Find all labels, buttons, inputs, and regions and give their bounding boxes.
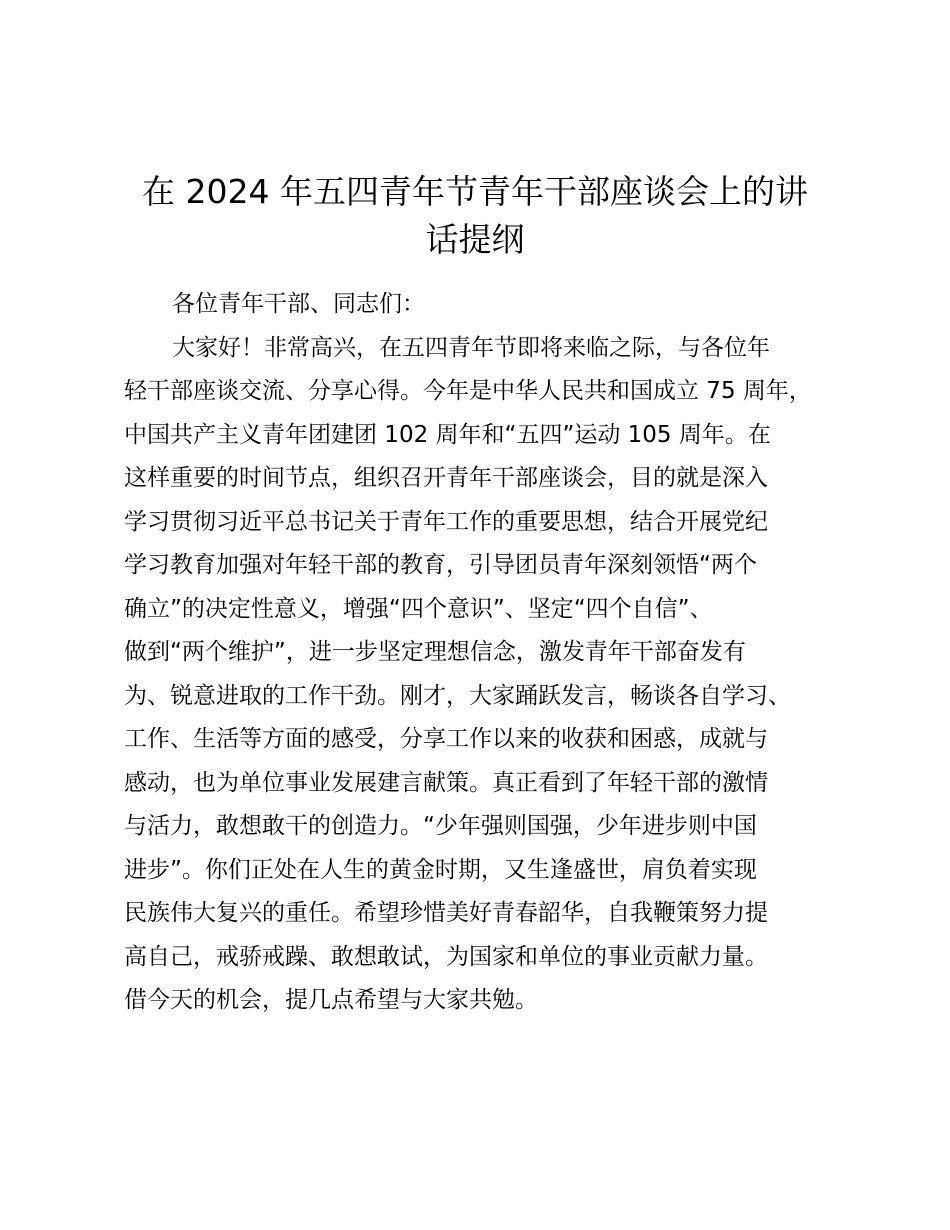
body-line: 与活力，敢想敢干的创造力。“少年强则国强，少年进步则中国 (124, 813, 757, 839)
body-line: 中国共产主义青年团建团 102 周年和“五四”运动 105 周年。在 (124, 422, 771, 448)
document-title-line-1: 在 2024 年五四青年节青年干部座谈会上的讲 (142, 172, 808, 211)
document-title-line-2: 话提纲 (425, 220, 525, 259)
body-line: 工作、生活等方面的感受，分享工作以来的收获和困惑，成就与 (124, 726, 768, 752)
body-line: 学习贯彻习近平总书记关于青年工作的重要思想，结合开展党纪 (124, 509, 768, 535)
body-line: 感动，也为单位事业发展建言献策。真正看到了年轻干部的激情 (124, 770, 768, 796)
body-line: 为、锐意进取的工作干劲。刚才，大家踊跃发言，畅谈各自学习、 (124, 683, 791, 709)
body-line: 进步”。你们正处在人生的黄金时期，又生逢盛世，肩负着实现 (124, 857, 757, 883)
body-line: 借今天的机会，提几点希望与大家共勉。 (124, 987, 538, 1013)
body-line: 确立”的决定性意义，增强“四个意识”、坚定“四个自信”、 (124, 596, 713, 622)
body-line: 轻干部座谈交流、分享心得。今年是中华人民共和国成立 75 周年， (124, 378, 812, 404)
body-line: 大家好！非常高兴，在五四青年节即将来临之际，与各位年 (172, 335, 770, 361)
body-line: 这样重要的时间节点，组织召开青年干部座谈会，目的就是深入 (124, 465, 768, 491)
body-line: 学习教育加强对年轻干部的教育，引导团员青年深刻领悟“两个 (124, 552, 757, 578)
salutation-line: 各位青年干部、同志们： (172, 291, 425, 317)
body-line: 做到“两个维护”，进一步坚定理想信念，激发青年干部奋发有 (124, 639, 746, 665)
body-line: 高自己，戒骄戒躁、敢想敢试，为国家和单位的事业贡献力量。 (124, 944, 768, 970)
body-line: 民族伟大复兴的重任。希望珍惜美好青春韶华，自我鞭策努力提 (124, 900, 768, 926)
